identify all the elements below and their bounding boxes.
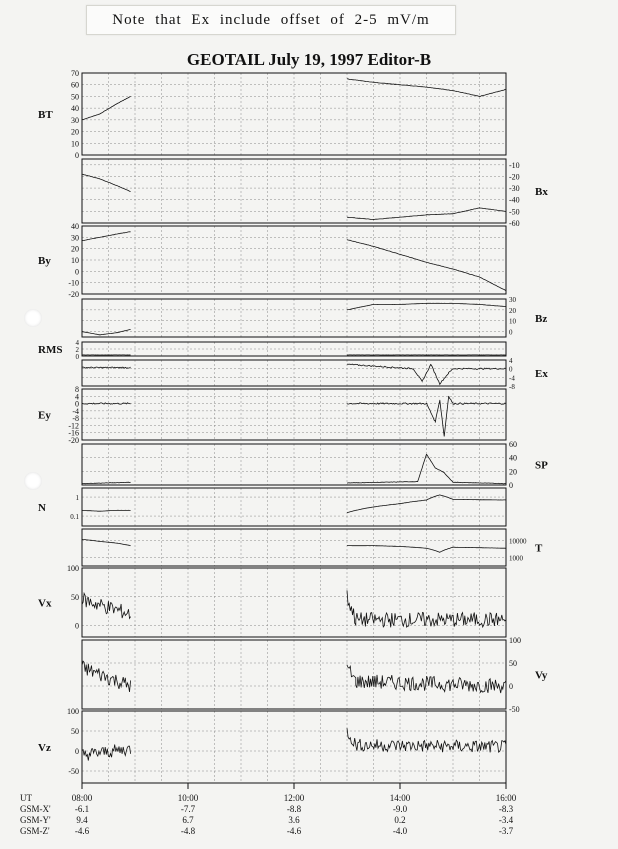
bx-tick-label: -10 — [509, 160, 520, 170]
ut-tick-label: 12:00 — [283, 793, 305, 803]
by-tick-label: 10 — [71, 256, 79, 265]
by-panel-label: By — [38, 255, 51, 267]
vz-tick-label: 100 — [67, 707, 79, 716]
sp-series-line — [82, 482, 131, 484]
by-series-line — [82, 232, 131, 241]
orbit-value: -3.7 — [498, 826, 514, 836]
bt-panel-label: BT — [38, 109, 53, 121]
bx-tick-label: -60 — [509, 219, 520, 228]
bx-series-line — [82, 174, 131, 191]
rms-tick-label: 0 — [75, 353, 79, 361]
ey-tick-label: 8 — [75, 385, 79, 394]
sp-panel-label: SP — [535, 459, 548, 472]
orbit-value: -7.7 — [180, 804, 196, 814]
orbit-value: 9.4 — [76, 815, 88, 825]
ey-tick-label: 0 — [75, 399, 79, 409]
t-tick-label: 10000 — [509, 537, 527, 546]
vy-panel-label: Vy — [535, 669, 548, 682]
orbit-value: -3.4 — [498, 815, 514, 825]
rms-tick-label: 2 — [75, 346, 79, 354]
t-series-line — [82, 539, 131, 545]
chart-title: GEOTAIL July 19, 1997 Editor-B — [186, 50, 432, 69]
bt-tick-label: 30 — [71, 115, 79, 125]
ey-tick-label: -20 — [68, 436, 79, 445]
vy-tick-label: 100 — [509, 636, 521, 645]
t-panel-label: T — [535, 542, 543, 555]
vz-tick-label: 50 — [71, 727, 79, 736]
bt-tick-label: 60 — [71, 80, 79, 90]
orbit-value: 0.2 — [394, 815, 406, 825]
ey-tick-label: 4 — [75, 392, 79, 402]
sp-tick-label: 0 — [509, 481, 513, 490]
vx-panel-label: Vx — [38, 597, 52, 610]
ey-tick-label: -16 — [68, 428, 79, 438]
orbit-value: -9.0 — [392, 804, 408, 814]
orbit-value: -4.0 — [392, 826, 408, 836]
orbit-value: -8.8 — [286, 804, 302, 814]
vx-tick-label: 100 — [67, 564, 79, 573]
orbit-value: -4.8 — [180, 826, 196, 836]
rms-tick-label: 4 — [75, 339, 79, 347]
offset-note: Note that Ex include offset of 2-5 mV/m — [86, 5, 456, 35]
vz-tick-label: 0 — [75, 747, 79, 756]
bz-tick-label: 30 — [509, 296, 516, 304]
orbit-value: 3.6 — [288, 815, 300, 825]
vx-tick-label: 50 — [71, 592, 79, 602]
ex-tick-label: -8 — [509, 383, 515, 391]
vy-panel-frame — [82, 640, 506, 709]
vy-tick-label: 50 — [509, 659, 517, 668]
by-tick-label: 30 — [71, 233, 79, 243]
orbit-value: -4.6 — [286, 826, 302, 836]
orbit-row-label: UT — [20, 793, 32, 803]
bx-tick-label: -20 — [509, 172, 520, 182]
n-tick-label: 0.1 — [70, 513, 79, 522]
bx-tick-label: -40 — [509, 195, 520, 205]
ut-tick-label: 16:00 — [495, 793, 517, 803]
orbit-value: -4.6 — [74, 826, 90, 836]
bz-tick-label: 20 — [509, 306, 516, 315]
orbit-value: 6.7 — [182, 815, 194, 825]
vy-tick-label: 0 — [509, 682, 513, 691]
by-tick-label: 0 — [75, 267, 79, 277]
bz-tick-label: 10 — [509, 317, 516, 326]
rms-panel-label: RMS — [38, 344, 63, 356]
vy-tick-label: -50 — [509, 705, 520, 714]
by-tick-label: 40 — [71, 222, 79, 231]
bt-tick-label: 10 — [71, 139, 79, 149]
orbit-row-label: GSM-Y' — [20, 815, 51, 825]
bt-tick-label: 40 — [71, 104, 79, 114]
t-tick-label: 1000 — [509, 554, 523, 563]
bt-tick-label: 0 — [75, 151, 79, 160]
ut-tick-label: 10:00 — [177, 793, 199, 803]
ey-tick-label: -12 — [68, 421, 79, 431]
orbit-row-label: GSM-Z' — [20, 826, 50, 836]
bt-tick-label: 20 — [71, 127, 79, 137]
bx-panel-label: Bx — [535, 186, 548, 198]
ex-tick-label: -4 — [509, 374, 515, 383]
orbit-value: -6.1 — [74, 804, 90, 814]
n-series-line — [82, 510, 131, 511]
ey-tick-label: -8 — [72, 414, 79, 424]
bx-tick-label: -50 — [509, 207, 520, 217]
ut-tick-label: 08:00 — [71, 793, 93, 803]
ex-series-line — [82, 367, 131, 368]
vx-tick-label: 0 — [75, 621, 79, 631]
orbit-row-label: GSM-X' — [20, 804, 51, 814]
bx-tick-label: -30 — [509, 184, 520, 194]
bz-tick-label: 0 — [509, 328, 513, 337]
sp-tick-label: 60 — [509, 440, 517, 449]
n-tick-label: 1 — [75, 494, 79, 503]
by-tick-label: -20 — [68, 290, 79, 299]
bt-tick-label: 50 — [71, 92, 79, 102]
vy-series-line — [82, 661, 131, 692]
bx-series-line — [347, 208, 506, 220]
sp-tick-label: 40 — [509, 453, 517, 463]
vz-panel-label: Vz — [38, 742, 51, 754]
vz-series-line — [82, 745, 131, 761]
vz-tick-label: -50 — [68, 767, 79, 776]
ey-panel-label: Ey — [38, 409, 51, 422]
bz-panel-label: Bz — [535, 313, 548, 325]
ex-tick-label: 4 — [509, 357, 513, 365]
ex-tick-label: 0 — [509, 365, 513, 374]
vx-series-line — [82, 593, 131, 618]
orbit-value: -8.3 — [498, 804, 514, 814]
bt-tick-label: 70 — [71, 69, 79, 78]
n-panel-label: N — [38, 502, 46, 514]
ey-tick-label: -4 — [72, 406, 79, 416]
by-tick-label: -10 — [68, 278, 79, 288]
sp-tick-label: 20 — [509, 467, 517, 477]
by-tick-label: 20 — [71, 244, 79, 254]
vx-panel-frame — [82, 568, 506, 637]
bz-series-line — [82, 329, 131, 335]
ex-panel-label: Ex — [535, 368, 548, 380]
ut-tick-label: 14:00 — [389, 793, 411, 803]
